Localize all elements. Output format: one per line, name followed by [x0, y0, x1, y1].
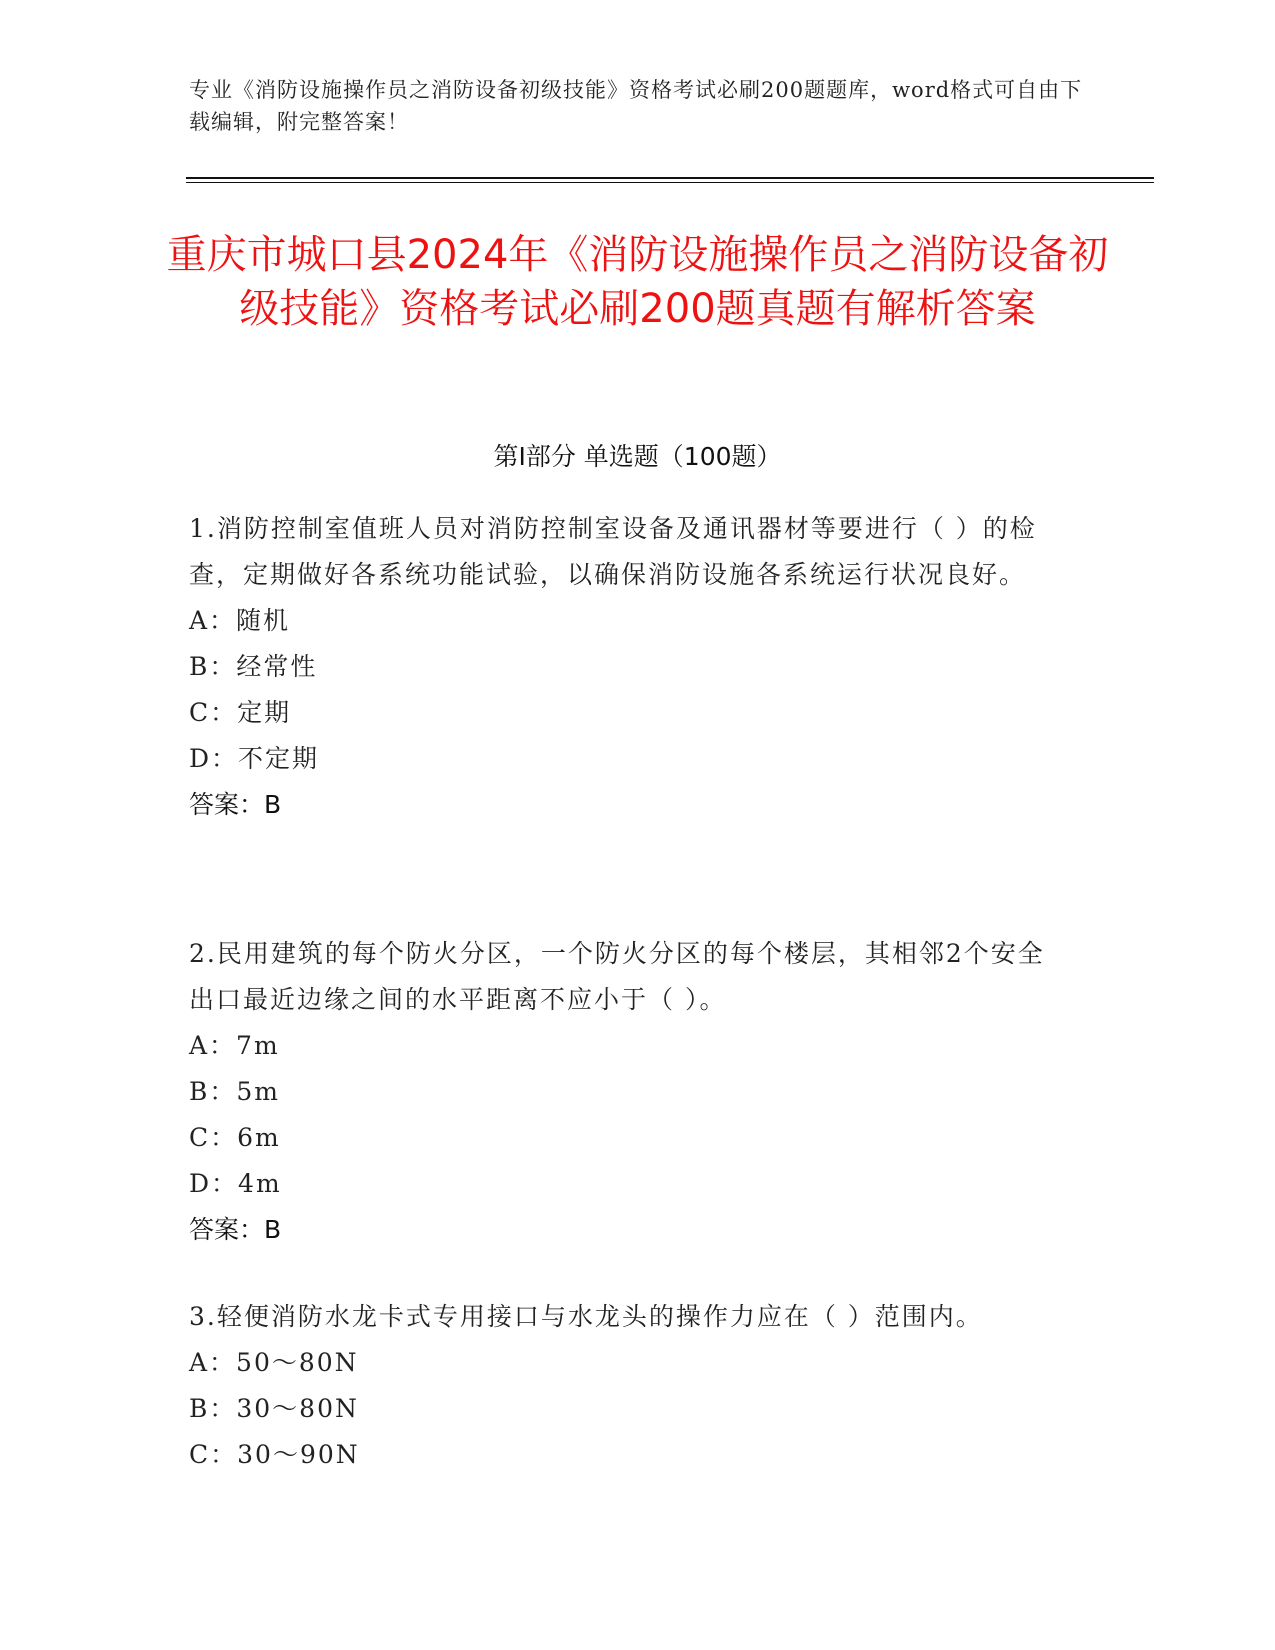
option-c: C：定期 — [189, 698, 292, 727]
option-d: D：不定期 — [189, 744, 320, 773]
option-b: B：5m — [189, 1077, 280, 1106]
question-3 — [189, 1294, 1069, 1478]
option-d: D：4m — [189, 1169, 282, 1198]
answer-line: 答案：B — [189, 1215, 282, 1244]
section-title: 第Ⅰ部分 单选题（100题） — [493, 442, 782, 471]
question-1 — [189, 506, 1069, 828]
option-c: C：6m — [189, 1123, 281, 1152]
option-c: C：30～90N — [189, 1440, 360, 1469]
document-title: 重庆市城口县2024年《消防设施操作员之消防设备初级技能》资格考试必刷200题真题有解析答案 — [166, 232, 1109, 332]
question-stem: 3.轻便消防水龙卡式专用接口与水龙头的操作力应在（ ）范围内。 — [189, 1302, 983, 1331]
question-stem: 1.消防控制室值班人员对消防控制室设备及通讯器材等要进行（ ）的检查，定期做好各系统功能试验，以确保消防设施各系统运行状况良好。 — [189, 514, 1037, 589]
question-stem: 2.民用建筑的每个防火分区，一个防火分区的每个楼层，其相邻2个安全出口最近边缘之间的水平距离不应小于（ ）。 — [189, 939, 1045, 1014]
option-a: A：随机 — [189, 606, 291, 635]
option-b: B：经常性 — [189, 652, 318, 681]
option-a: A：50～80N — [189, 1348, 359, 1377]
option-a: A：7m — [189, 1031, 280, 1060]
header-note: 专业《消防设施操作员之消防设备初级技能》资格考试必刷200题题库，word格式可自由下载编辑，附完整答案！ — [189, 78, 1083, 134]
question-2 — [189, 931, 1069, 1253]
answer-line: 答案：B — [189, 790, 282, 819]
option-b: B：30～80N — [189, 1394, 359, 1423]
header-divider-thick — [186, 177, 1154, 179]
header-divider-thin — [186, 182, 1154, 183]
